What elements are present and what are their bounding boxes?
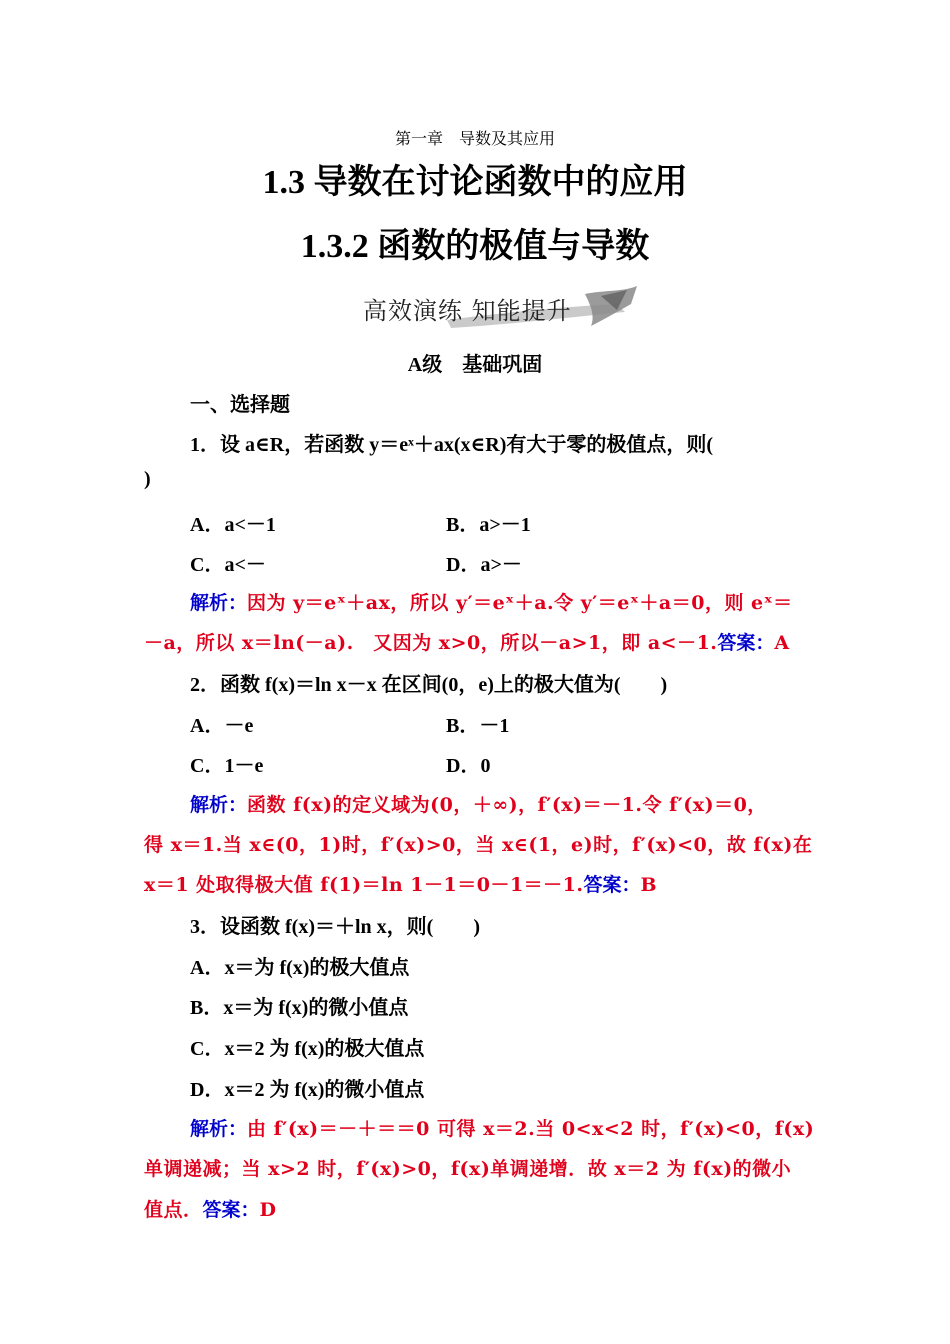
q3-stem: 3．设函数 f(x)＝＋ln x，则( ) bbox=[190, 916, 480, 938]
answer-label: 答案： bbox=[202, 1199, 260, 1221]
solution-text: x＝1 处取得极大值 f(1)＝ln 1－1＝0－1＝－1. bbox=[144, 874, 584, 896]
section-title: 1.3 导数在讨论函数中的应用 bbox=[262, 164, 688, 201]
solution-text: 函数 f(x)的定义域为(0，＋∞)，f′(x)＝－1.令 f′(x)＝0， bbox=[247, 794, 767, 816]
solution-label: 解析： bbox=[190, 592, 248, 614]
q2-solution-line3 bbox=[144, 870, 657, 897]
solution-label: 解析： bbox=[190, 1118, 248, 1140]
banner-title: 高效演练 知能提升 bbox=[363, 297, 572, 325]
running-head: 第一章 导数及其应用 bbox=[394, 131, 555, 148]
q2-stem: 2．函数 f(x)＝ln x－x 在区间(0，e)上的极大值为( ) bbox=[190, 674, 668, 696]
q3-option-c: C．x＝2 为 f(x)的极大值点 bbox=[190, 1038, 425, 1060]
solution-text: 因为 y＝eˣ＋ax，所以 y′＝eˣ＋a.令 y′＝eˣ＋a＝0，则 eˣ＝ bbox=[247, 592, 793, 614]
q2-solution-line1 bbox=[190, 790, 767, 817]
q1-option-c: C．a<－ bbox=[190, 554, 266, 576]
solution-text: 由 f′(x)＝－＋＝＝0 可得 x＝2.当 0<x<2 时，f′(x)<0，f(x) bbox=[247, 1118, 815, 1140]
q1-option-b: B．a>－1 bbox=[446, 514, 531, 536]
q3-option-a: A．x＝为 f(x)的极大值点 bbox=[190, 957, 410, 979]
q1-option-d: D．a>－ bbox=[446, 554, 522, 576]
q1-stem-line2: ) bbox=[144, 468, 151, 490]
q3-solution-line3 bbox=[144, 1195, 277, 1222]
q1-solution-line2 bbox=[144, 628, 790, 655]
q3-option-d: D．x＝2 为 f(x)的微小值点 bbox=[190, 1079, 425, 1101]
level-heading: A级 基础巩固 bbox=[407, 354, 543, 376]
q1-solution-line1 bbox=[190, 588, 793, 615]
q3-solution-line1 bbox=[190, 1114, 814, 1141]
answer-value: A bbox=[774, 632, 790, 654]
q2-option-a: A．－e bbox=[190, 715, 254, 737]
solution-label: 解析： bbox=[190, 794, 248, 816]
q2-option-b: B．－1 bbox=[446, 715, 510, 737]
q2-option-d: D．0 bbox=[446, 755, 491, 777]
q1-option-a: A．a<－1 bbox=[190, 514, 276, 536]
q1-stem-line1: 1．设 a∈R，若函数 y＝eˣ＋ax(x∈R)有大于零的极值点，则( bbox=[190, 434, 714, 456]
part-heading: 一、选择题 bbox=[190, 394, 290, 416]
q2-option-c: C．1－e bbox=[190, 755, 264, 777]
subsection-title: 1.3.2 函数的极值与导数 bbox=[300, 228, 650, 265]
answer-label: 答案： bbox=[717, 632, 775, 654]
solution-text: 得 x＝1.当 x∈(0，1)时，f′(x)>0，当 x∈(1，e)时，f′(x)<0，故 f(x)在 bbox=[144, 834, 813, 856]
answer-label: 答案： bbox=[583, 874, 641, 896]
solution-text: －a，所以 x＝ln(－a). 又因为 x>0，所以－a>1，即 a<－1. bbox=[144, 632, 718, 654]
q3-option-b: B．x＝为 f(x)的微小值点 bbox=[190, 997, 409, 1019]
q2-solution-line2 bbox=[144, 830, 812, 857]
solution-text: 单调递减；当 x>2 时，f′(x)>0，f(x)单调递增．故 x＝2 为 f(x)的微小 bbox=[144, 1158, 792, 1180]
answer-value: B bbox=[640, 874, 658, 896]
q3-solution-line2 bbox=[144, 1154, 791, 1181]
exercise-banner bbox=[355, 282, 645, 332]
answer-value: D bbox=[259, 1199, 277, 1221]
solution-text: 值点． bbox=[144, 1199, 203, 1221]
